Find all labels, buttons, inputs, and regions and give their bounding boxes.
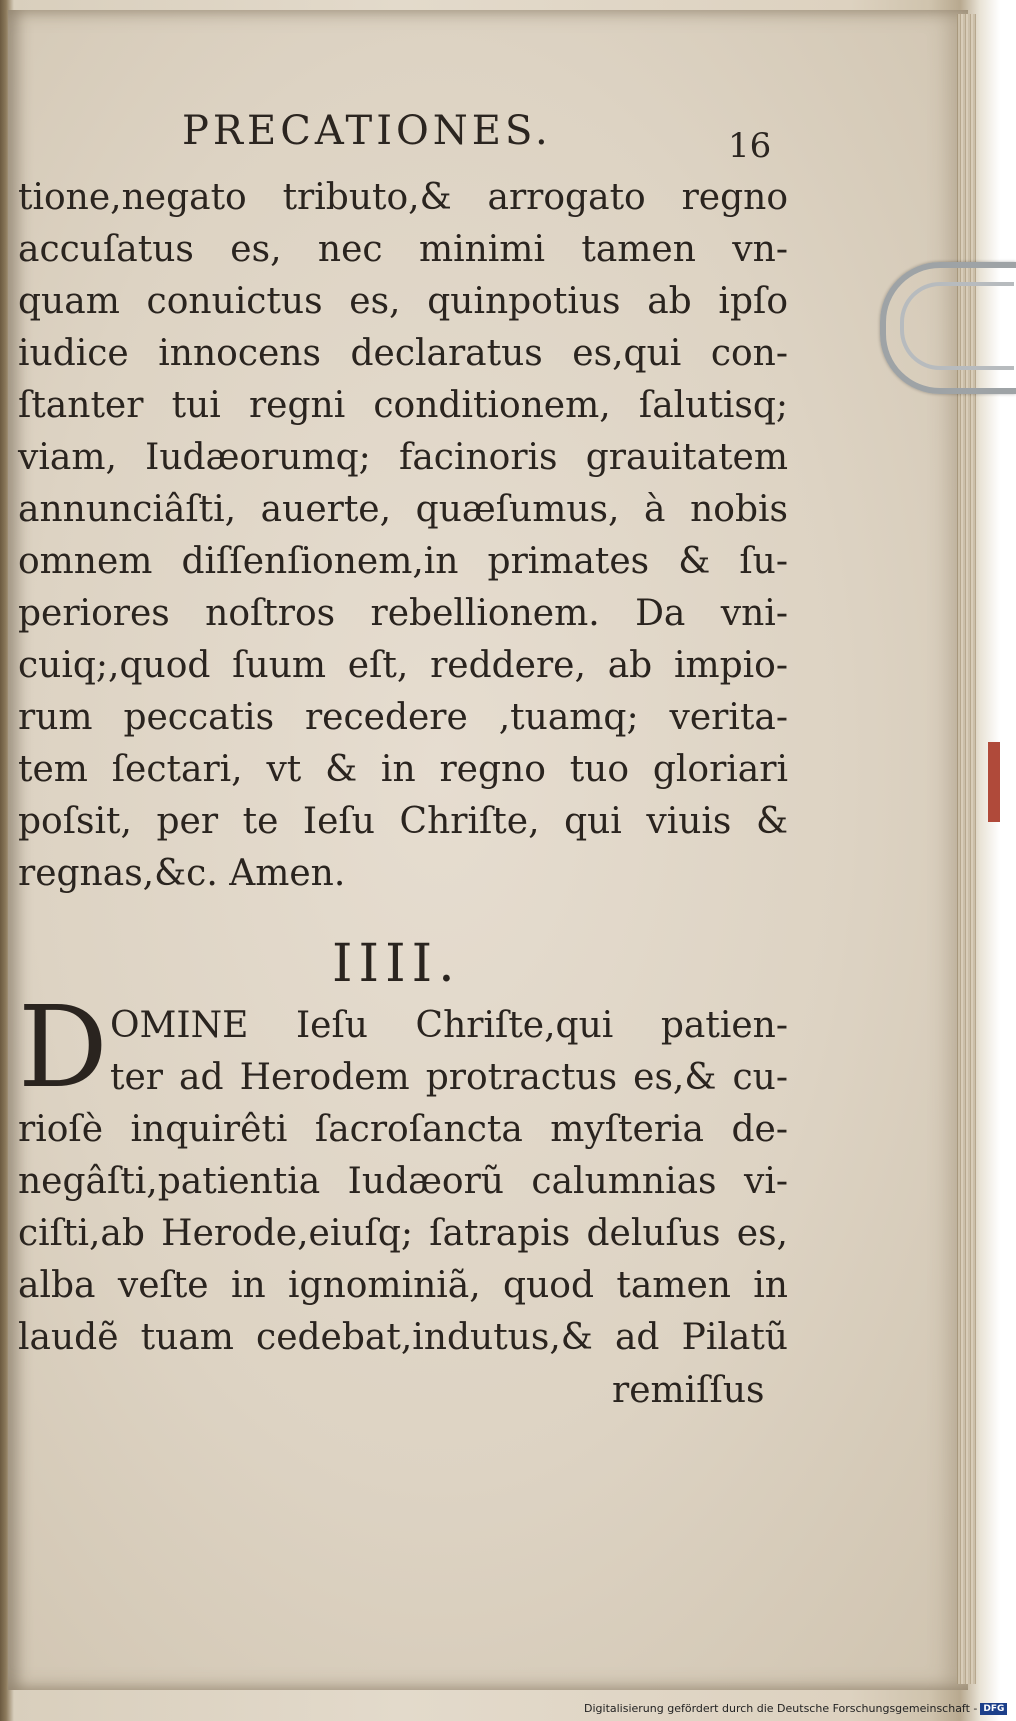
text-line: poſsit, per te Ieſu Chriſte, qui viuis & — [18, 801, 788, 842]
dfg-logo: DFG — [980, 1703, 1007, 1715]
page-number: 16 — [728, 126, 772, 166]
digitization-credit — [584, 1702, 1005, 1715]
text-line: rum peccatis recedere ,tuamq; verita- — [18, 697, 788, 738]
text-line: tione,negato tributo,& arrogato regno — [18, 177, 788, 218]
text-line: tem ſectari, vt & in regno tuo gloriari — [18, 749, 788, 790]
text-line: regnas,&c. Amen. — [18, 853, 346, 894]
text-line: omnem diſſenſionem,in primates & ſu- — [18, 541, 788, 582]
catchword: remiſſus — [612, 1370, 765, 1411]
text-line: accuſatus es, nec minimi tamen vn- — [18, 229, 788, 270]
text-line: ciſti,ab Herode,eiuſq; ſatrapis deluſus es, — [18, 1213, 788, 1254]
drop-initial: D — [18, 983, 108, 1113]
text-line: alba veſte in ignominiã, quod tamen in — [18, 1265, 788, 1306]
text-line: ſtanter tui regni conditionem, ſalutisq; — [18, 385, 788, 426]
text-line: negâſti,patientia Iudæorũ calumnias vi- — [18, 1161, 788, 1202]
running-head: PRECATIONES. — [182, 108, 552, 154]
text-line: OMINE Ieſu Chriſte,qui patien- — [110, 1005, 788, 1046]
text-line: quam conuictus es, quinpotius ab ipſo — [18, 281, 788, 322]
prayer-paragraph-1 — [18, 172, 788, 900]
text-line: laudẽ tuam cedebat,indutus,& ad Pilatũ — [18, 1317, 788, 1358]
paper-clip-inner-icon — [900, 282, 1014, 370]
text-line: annunciâſti, auerte, quæſumus, à nobis — [18, 489, 788, 530]
text-line: periores noſtros rebellionem. Da vni- — [18, 593, 788, 634]
text-line: cuiq;,quod ſuum eſt, reddere, ab impio- — [18, 645, 788, 686]
text-line: ter ad Herodem protractus es,& cu- — [110, 1057, 788, 1098]
section-number: IIII. — [332, 934, 461, 994]
bookmark-tab — [988, 742, 1000, 822]
prayer-paragraph-2 — [18, 1000, 788, 1364]
text-line: viam, Iudæorumq; facinoris grauitatem — [18, 437, 788, 478]
text-line: iudice innocens declaratus es,qui con- — [18, 333, 788, 374]
credit-text: Digitalisierung gefördert durch die Deutsche Forschungsgemeinschaft - — [584, 1702, 978, 1715]
text-line: rioſè inquirêti ſacroſancta myſteria de- — [18, 1109, 788, 1150]
